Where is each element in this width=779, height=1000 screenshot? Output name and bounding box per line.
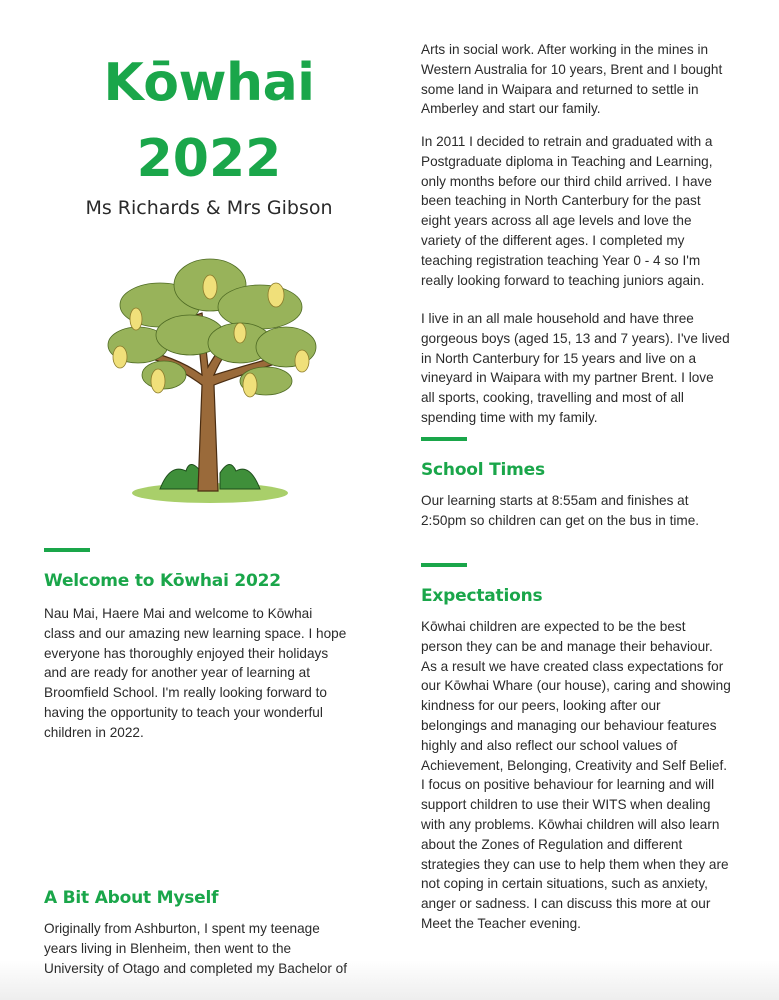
welcome-text: Nau Mai, Haere Mai and welcome to Kōwhai class and our amazing new learning space. I hope everyone has thoroughly enjoyed their holidays and are ready for another year of learning at Broomfield School. I'm really looking forward to having the opportunity to teach your wonderful children in 2022. [44, 606, 347, 740]
teacher-names: Ms Richards & Mrs Gibson [85, 197, 333, 219]
about-heading: A Bit About Myself [44, 888, 219, 908]
about-text-start: Originally from Ashburton, I spent my teenage years living in Blenheim, then went to the University of Otago and completed my Bachelor of [44, 921, 347, 976]
school-times-heading: School Times [421, 460, 545, 480]
about-text-continued: Arts in social work. After working in the mines in Western Australia for 10 years, Brent and I bought some land in Waipara and returned to settle in Amberley and start our family. [421, 42, 723, 117]
kowhai-tree-icon [90, 235, 330, 515]
page-title-year: 2022 [136, 129, 282, 189]
expectations-heading: Expectations [421, 586, 543, 606]
about-text-paragraph-2: In 2011 I decided to retrain and graduated with a Postgraduate diploma in Teaching and Learning, only months before our third child arrived. I have been teaching in North Canterbury for the past eight years across all age levels and love the variety of the different ages. I completed my teaching registration teaching Year 0 - 4 so I'm really looking forward to teaching juniors again. [421, 134, 713, 288]
section-divider [421, 563, 467, 567]
welcome-heading: Welcome to Kōwhai 2022 [44, 571, 281, 591]
page-title: Kōwhai [103, 53, 315, 113]
section-divider [44, 548, 90, 552]
section-divider [421, 437, 467, 441]
expectations-text: Kōwhai children are expected to be the best person they can be and manage their behaviour. As a result we have created class expectations for our Kōwhai Whare (our house), caring and showing kindness for our peers, looking after our belongings and managing our behaviour features highly and also reflect our school values of Achievement, Belonging, Creativity and Self Belief. I focus on positive behaviour for learning and will support children to use their WITS when dealing with any problems. Kōwhai children will also learn about the Zones of Regulation and different strategies they can use to help them when they are not coping in certain situations, such as anxiety, anger or sadness. I can discuss this more at our Meet the Teacher evening. [421, 619, 731, 931]
school-times-text: Our learning starts at 8:55am and finishes at 2:50pm so children can get on the bus in time. [421, 493, 700, 528]
about-text-paragraph-3: I live in an all male household and have three gorgeous boys (aged 15, 13 and 7 years). I've lived in North Canterbury for 15 years and live on a vineyard in Waipara with my partner Brent. I love all sports, cooking, travelling and most of all spending time with my family. [421, 311, 730, 425]
